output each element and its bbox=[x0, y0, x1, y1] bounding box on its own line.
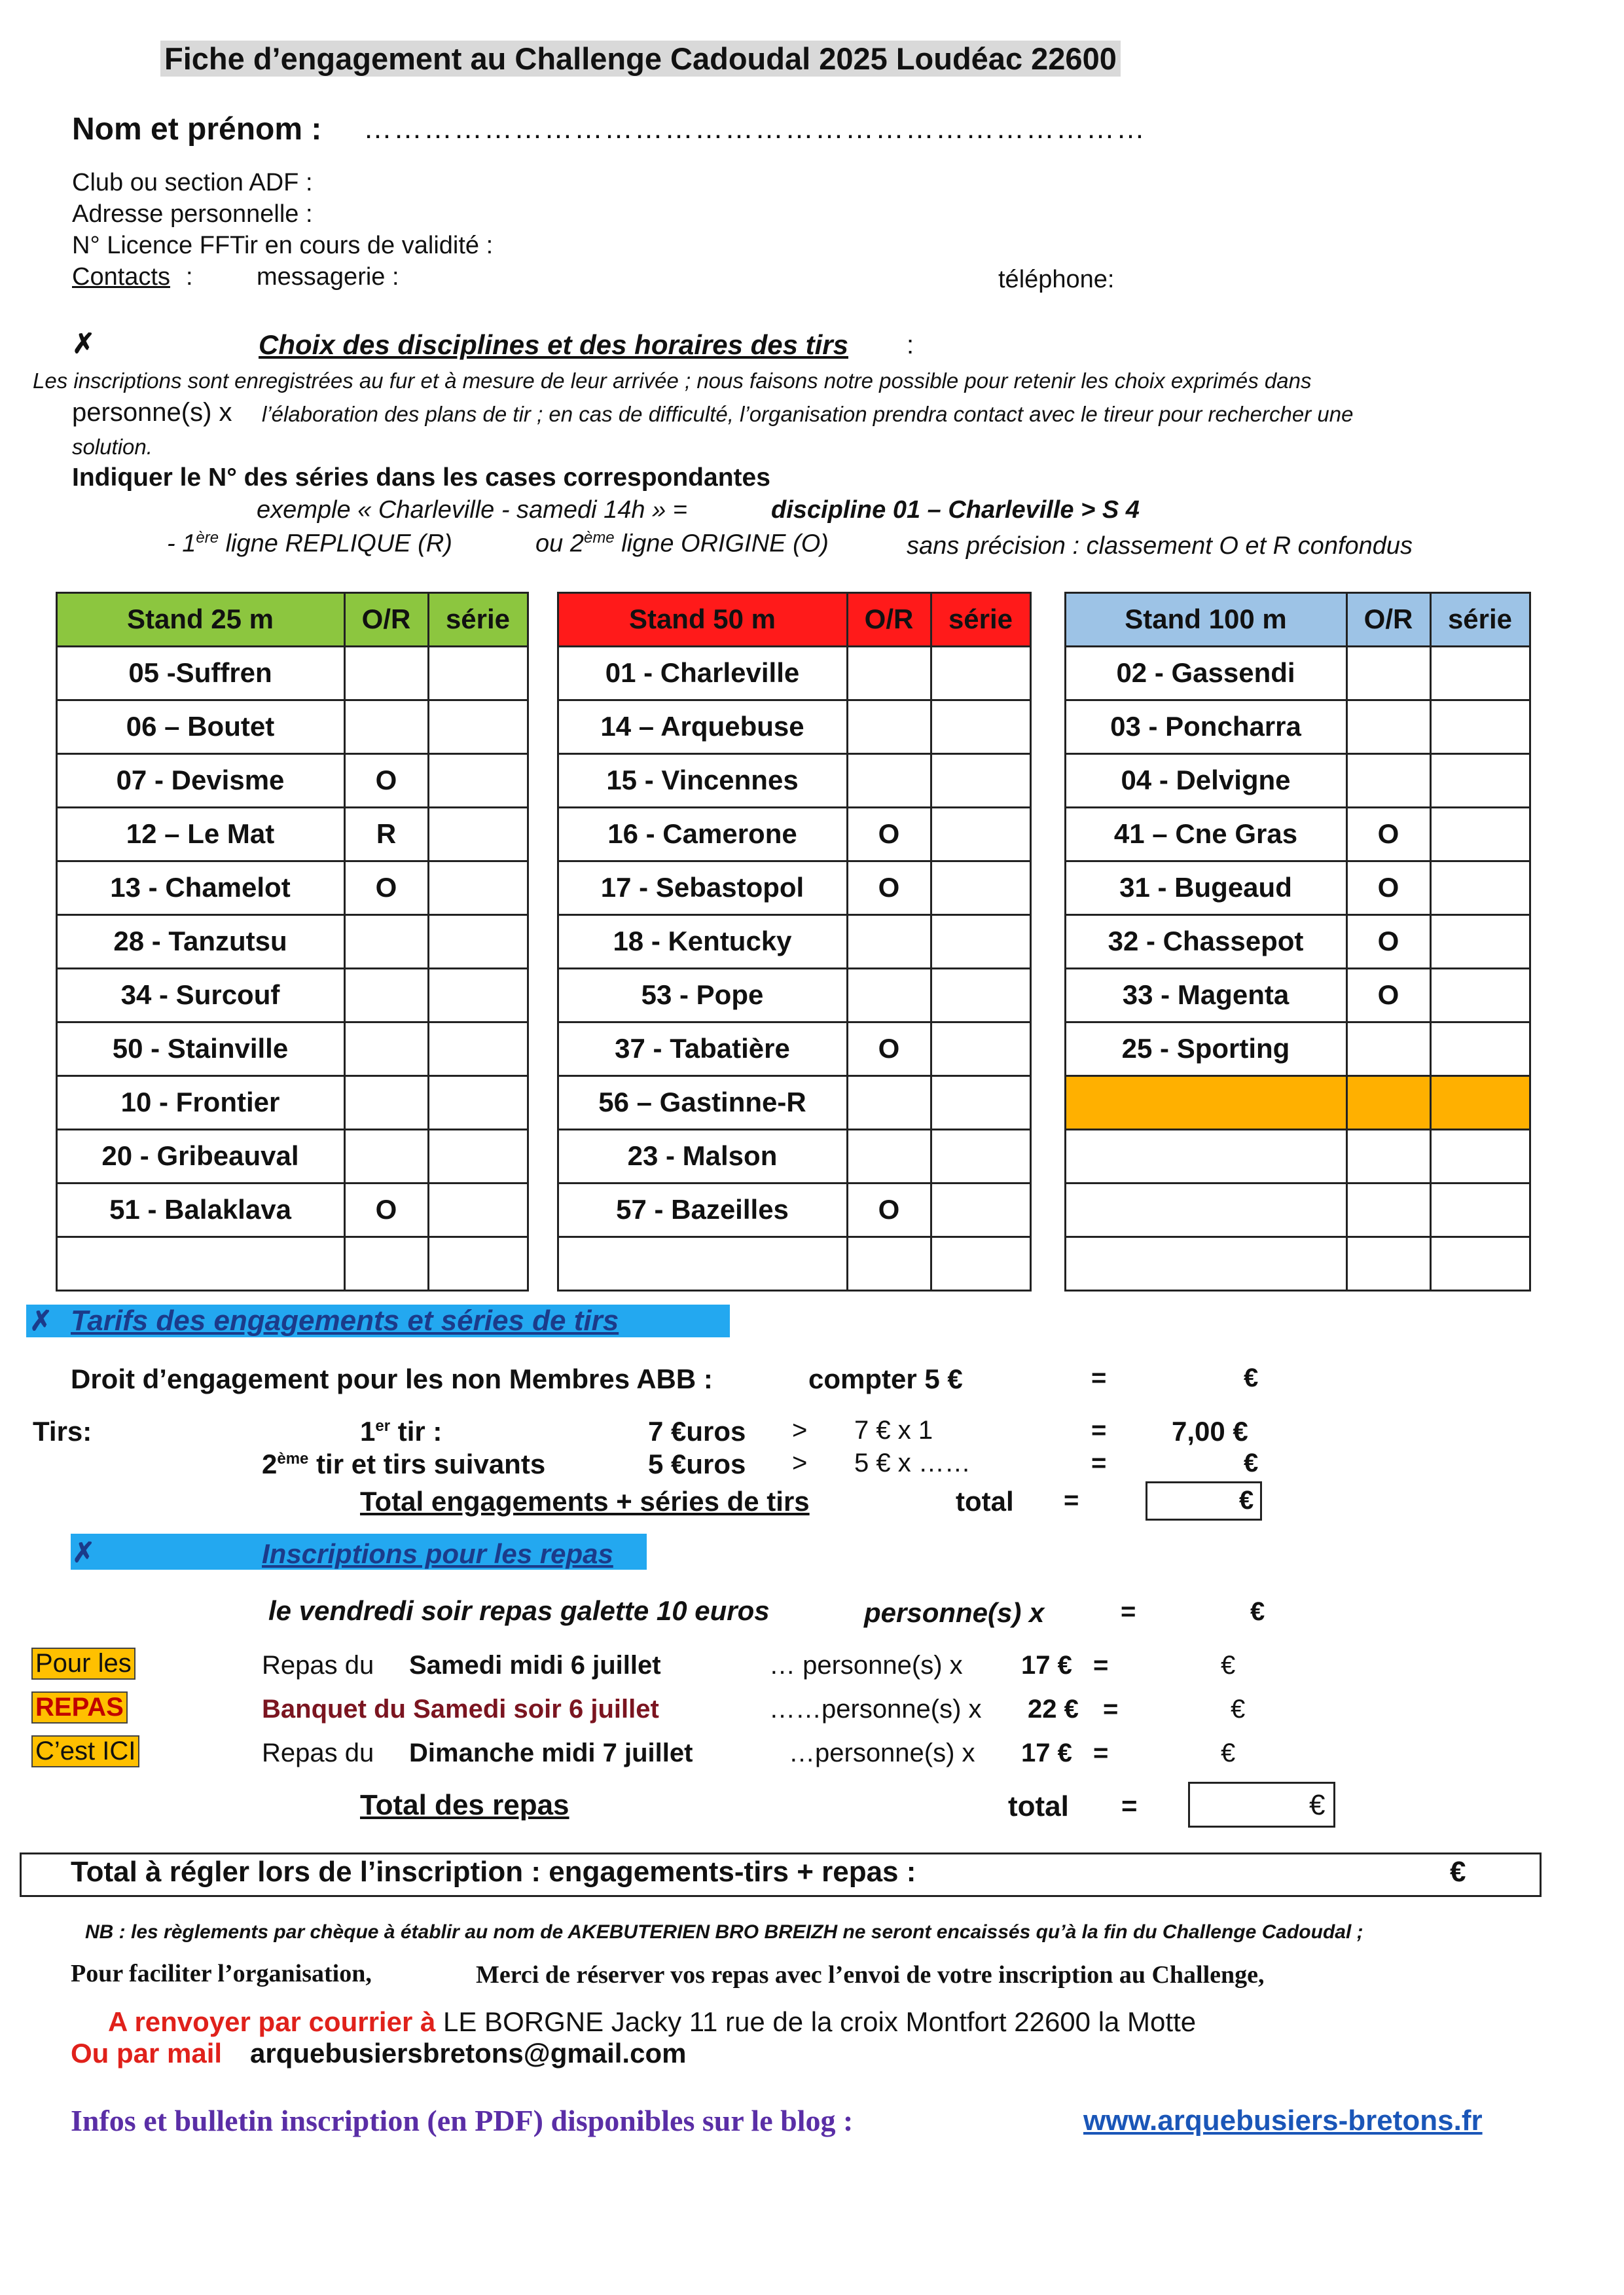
indiquer-text: Indiquer le N° des séries dans les cases correspondantes bbox=[72, 463, 770, 492]
tarifs-total-eq: = bbox=[1064, 1486, 1079, 1515]
discipline-cell: 28 - Tanzutsu bbox=[56, 914, 346, 969]
vendredi-pers: personne(s) x bbox=[864, 1597, 1045, 1628]
discipline-cell bbox=[1064, 1182, 1348, 1238]
serie-cell[interactable] bbox=[930, 699, 1032, 755]
or-cell[interactable] bbox=[1346, 1182, 1432, 1238]
tirs-label: Tirs: bbox=[33, 1416, 92, 1447]
discipline-cell: 37 - Tabatière bbox=[557, 1021, 848, 1077]
nom-label: Nom et prénom : bbox=[72, 112, 322, 147]
droit-compter: compter 5 € bbox=[808, 1364, 963, 1394]
discipline-cell bbox=[56, 1236, 346, 1292]
tir1-calc: 7 € x 1 bbox=[854, 1416, 933, 1445]
discipline-cell: 05 -Suffren bbox=[56, 645, 346, 701]
discipline-cell: 20 - Gribeauval bbox=[56, 1129, 346, 1184]
r2-eq: = bbox=[1103, 1695, 1119, 1724]
serie-cell[interactable] bbox=[427, 1129, 529, 1184]
serie-cell[interactable] bbox=[1430, 860, 1531, 916]
grand-total-label: Total à régler lors de l’inscription : engagements-tirs + repas : bbox=[71, 1856, 916, 1888]
or-cell[interactable] bbox=[846, 645, 932, 701]
repas-heading: Inscriptions pour les repas bbox=[262, 1538, 613, 1569]
discipline-cell bbox=[1064, 1129, 1348, 1184]
r2-pers: ……personne(s) x bbox=[769, 1695, 982, 1724]
discipline-cell: 06 – Boutet bbox=[56, 699, 346, 755]
serie-cell[interactable] bbox=[930, 967, 1032, 1023]
serie-cell[interactable] bbox=[427, 645, 529, 701]
stand-50m-table bbox=[558, 592, 1030, 1290]
or-cell[interactable] bbox=[344, 1075, 429, 1130]
or-cell[interactable]: O bbox=[344, 860, 429, 916]
serie-cell[interactable] bbox=[427, 1236, 529, 1292]
serie-cell[interactable] bbox=[427, 967, 529, 1023]
messagerie-label: messagerie : bbox=[257, 263, 399, 291]
tarifs-total-euro: € bbox=[1239, 1486, 1254, 1515]
tir2-label: 2ème tir et tirs suivants bbox=[262, 1449, 546, 1479]
serie-cell[interactable] bbox=[930, 914, 1032, 969]
vendredi-label: le vendredi soir repas galette 10 euros bbox=[268, 1595, 770, 1626]
or-cell[interactable]: O bbox=[1346, 806, 1432, 862]
choix-mark-icon: ✗ bbox=[72, 328, 96, 359]
discipline-cell: 04 - Delvigne bbox=[1064, 753, 1348, 808]
discipline-cell: 41 – Cne Gras bbox=[1064, 806, 1348, 862]
serie-cell[interactable] bbox=[427, 806, 529, 862]
r1-label: Repas du bbox=[262, 1651, 374, 1680]
serie-header: série bbox=[427, 592, 529, 647]
or-header: O/R bbox=[846, 592, 932, 647]
or-cell[interactable] bbox=[1346, 753, 1432, 808]
choix-note-line2b: l’élaboration des plans de tir ; en cas de difficulté, l’organisation prendra contact avec le tireur pour rechercher une bbox=[262, 402, 1354, 426]
or-cell[interactable] bbox=[846, 1129, 932, 1184]
tarifs-total-word: total bbox=[956, 1486, 1014, 1517]
r2-label: Banquet du Samedi soir 6 juillet bbox=[262, 1695, 659, 1724]
or-cell[interactable]: R bbox=[344, 806, 429, 862]
tir2-price: 5 €uros bbox=[648, 1449, 746, 1479]
discipline-cell: 57 - Bazeilles bbox=[557, 1182, 848, 1238]
serie-cell[interactable] bbox=[930, 1075, 1032, 1130]
serie-cell[interactable] bbox=[1430, 806, 1531, 862]
vendredi-eq: = bbox=[1121, 1597, 1136, 1626]
or-cell[interactable] bbox=[846, 1236, 932, 1292]
r3-label: Repas du bbox=[262, 1739, 374, 1767]
stand-100m-table bbox=[1065, 592, 1530, 1290]
nb-note: NB : les règlements par chèque à établir au nom de AKEBUTERIEN BRO BREIZH ne seront encaissés qu’à la fin du Challenge Cadoudal ; bbox=[85, 1921, 1363, 1943]
tir1-total: 7,00 € bbox=[1172, 1416, 1248, 1447]
tarifs-heading: Tarifs des engagements et séries de tirs bbox=[71, 1305, 619, 1337]
discipline-cell bbox=[1064, 1075, 1348, 1130]
or-cell[interactable] bbox=[1346, 1075, 1432, 1130]
page-title: Fiche d’engagement au Challenge Cadoudal 2025 Loudéac 22600 bbox=[160, 41, 1121, 77]
tir1-eq: = bbox=[1091, 1416, 1107, 1445]
discipline-cell: 10 - Frontier bbox=[56, 1075, 346, 1130]
discipline-cell: 32 - Chassepot bbox=[1064, 914, 1348, 969]
discipline-cell: 34 - Surcouf bbox=[56, 967, 346, 1023]
r2-price: 22 € bbox=[1028, 1695, 1079, 1724]
r2-euro: € bbox=[1231, 1695, 1246, 1724]
discipline-cell: 31 - Bugeaud bbox=[1064, 860, 1348, 916]
exemple-text: exemple « Charleville - samedi 14h » = bbox=[257, 496, 687, 524]
r3-price: 17 € bbox=[1021, 1739, 1072, 1767]
serie-cell[interactable] bbox=[1430, 914, 1531, 969]
serie-cell[interactable] bbox=[427, 860, 529, 916]
or-cell[interactable] bbox=[344, 1129, 429, 1184]
renvoyer-line: A renvoyer par courrier à LE BORGNE Jacky 11 rue de la croix Montfort 22600 la Motte bbox=[108, 2006, 1197, 2037]
repas-mark-icon: ✗ bbox=[72, 1537, 96, 1568]
r1-euro: € bbox=[1221, 1651, 1236, 1680]
grand-total-euro: € bbox=[1450, 1856, 1466, 1888]
discipline-cell bbox=[557, 1236, 848, 1292]
vendredi-euro: € bbox=[1250, 1597, 1265, 1626]
r3-pers: …personne(s) x bbox=[789, 1739, 975, 1767]
or-cell[interactable] bbox=[344, 645, 429, 701]
serie-header: série bbox=[930, 592, 1032, 647]
repas-total-label: Total des repas bbox=[360, 1789, 569, 1821]
adresse-label: Adresse personnelle : bbox=[72, 200, 313, 228]
choix-heading: Choix des disciplines et des horaires des tirs bbox=[259, 329, 848, 360]
ligne-sans-precision: sans précision : classement O et R confondus bbox=[907, 532, 1413, 560]
discipline-cell: 02 - Gassendi bbox=[1064, 645, 1348, 701]
serie-cell[interactable] bbox=[1430, 645, 1531, 701]
or-header: O/R bbox=[1346, 592, 1432, 647]
stand-header: Stand 25 m bbox=[56, 592, 346, 647]
serie-cell[interactable] bbox=[930, 1236, 1032, 1292]
serie-cell[interactable] bbox=[1430, 753, 1531, 808]
discipline-cell bbox=[1064, 1236, 1348, 1292]
contacts-label: Contacts bbox=[72, 263, 170, 291]
or-cell[interactable]: O bbox=[344, 753, 429, 808]
tir2-gt: > bbox=[792, 1449, 808, 1477]
serie-cell[interactable] bbox=[1430, 1021, 1531, 1077]
serie-cell[interactable] bbox=[930, 806, 1032, 862]
or-cell[interactable] bbox=[344, 967, 429, 1023]
or-cell[interactable]: O bbox=[1346, 967, 1432, 1023]
repas-total-eq: = bbox=[1121, 1790, 1138, 1821]
r3-date: Dimanche midi 7 juillet bbox=[409, 1739, 693, 1767]
discipline-cell: 25 - Sporting bbox=[1064, 1021, 1348, 1077]
or-cell[interactable] bbox=[344, 1021, 429, 1077]
discipline-cell: 23 - Malson bbox=[557, 1129, 848, 1184]
or-cell[interactable] bbox=[846, 914, 932, 969]
exemple-discipline: discipline 01 – Charleville > S 4 bbox=[771, 496, 1140, 524]
stand-25m-table bbox=[56, 592, 528, 1290]
discipline-cell: 01 - Charleville bbox=[557, 645, 848, 701]
serie-cell[interactable] bbox=[427, 914, 529, 969]
blog-link[interactable]: www.arquebusiers-bretons.fr bbox=[1083, 2105, 1483, 2137]
stand-header: Stand 50 m bbox=[557, 592, 848, 647]
choix-heading-colon: : bbox=[907, 331, 914, 359]
choix-note-line1: Les inscriptions sont enregistrées au fur et à mesure de leur arrivée ; nous faisons notre possible pour retenir les choix exprimés dans bbox=[33, 369, 1312, 393]
club-label: Club ou section ADF : bbox=[72, 169, 313, 196]
or-cell[interactable] bbox=[1346, 645, 1432, 701]
or-cell[interactable] bbox=[344, 914, 429, 969]
discipline-cell: 18 - Kentucky bbox=[557, 914, 848, 969]
r1-date: Samedi midi 6 juillet bbox=[409, 1651, 661, 1680]
ligne-origine: ou 2ème ligne ORIGINE (O) bbox=[535, 529, 829, 558]
serie-cell[interactable] bbox=[1430, 1129, 1531, 1184]
discipline-cell: 03 - Poncharra bbox=[1064, 699, 1348, 755]
or-cell[interactable] bbox=[846, 1075, 932, 1130]
or-cell[interactable]: O bbox=[846, 860, 932, 916]
tir2-euro: € bbox=[1244, 1449, 1259, 1477]
repas-tag-ici: C’est ICI bbox=[31, 1735, 139, 1767]
or-cell[interactable]: O bbox=[1346, 860, 1432, 916]
serie-cell[interactable] bbox=[930, 860, 1032, 916]
or-cell[interactable] bbox=[344, 1236, 429, 1292]
or-cell[interactable] bbox=[344, 699, 429, 755]
or-cell[interactable] bbox=[846, 753, 932, 808]
stand-header: Stand 100 m bbox=[1064, 592, 1348, 647]
discipline-cell: 51 - Balaklava bbox=[56, 1182, 346, 1238]
infos-text: Infos et bulletin inscription (en PDF) disponibles sur le blog : bbox=[71, 2104, 854, 2137]
serie-header: série bbox=[1430, 592, 1531, 647]
merci-text: Merci de réserver vos repas avec l’envoi de votre inscription au Challenge, bbox=[476, 1961, 1265, 1989]
discipline-cell: 14 – Arquebuse bbox=[557, 699, 848, 755]
discipline-cell: 17 - Sebastopol bbox=[557, 860, 848, 916]
repas-total-euro: € bbox=[1309, 1789, 1326, 1821]
or-cell[interactable] bbox=[1346, 1236, 1432, 1292]
repas-total-word: total bbox=[1008, 1790, 1069, 1822]
droit-euro: € bbox=[1244, 1364, 1259, 1392]
or-cell[interactable] bbox=[1346, 1021, 1432, 1077]
serie-cell[interactable] bbox=[930, 1129, 1032, 1184]
r1-price: 17 € bbox=[1021, 1651, 1072, 1680]
or-cell[interactable] bbox=[846, 967, 932, 1023]
serie-cell[interactable] bbox=[1430, 699, 1531, 755]
or-cell[interactable] bbox=[1346, 699, 1432, 755]
or-cell[interactable]: O bbox=[846, 1021, 932, 1077]
choix-note-line2a: personne(s) x bbox=[72, 398, 232, 427]
serie-cell[interactable] bbox=[427, 753, 529, 808]
discipline-cell: 16 - Camerone bbox=[557, 806, 848, 862]
tarifs-mark-icon: ✗ bbox=[29, 1305, 53, 1336]
droit-label: Droit d’engagement pour les non Membres ABB : bbox=[71, 1364, 713, 1394]
discipline-cell: 07 - Devisme bbox=[56, 753, 346, 808]
serie-cell[interactable] bbox=[1430, 1075, 1531, 1130]
r3-euro: € bbox=[1221, 1739, 1236, 1767]
serie-cell[interactable] bbox=[930, 645, 1032, 701]
licence-label: N° Licence FFTir en cours de validité : bbox=[72, 232, 494, 259]
or-cell[interactable]: O bbox=[344, 1182, 429, 1238]
nom-field[interactable]: …………………………………………………………………… bbox=[363, 113, 1146, 145]
r1-eq: = bbox=[1093, 1651, 1109, 1680]
or-cell[interactable]: O bbox=[846, 806, 932, 862]
faciliter-text: Pour faciliter l’organisation, bbox=[71, 1960, 372, 1987]
r3-eq: = bbox=[1093, 1739, 1109, 1767]
serie-cell[interactable] bbox=[1430, 1236, 1531, 1292]
or-cell[interactable] bbox=[1346, 1129, 1432, 1184]
discipline-cell: 33 - Magenta bbox=[1064, 967, 1348, 1023]
or-header: O/R bbox=[344, 592, 429, 647]
or-cell[interactable] bbox=[846, 699, 932, 755]
serie-cell[interactable] bbox=[1430, 1182, 1531, 1238]
telephone-label: téléphone: bbox=[998, 266, 1115, 293]
tir2-eq: = bbox=[1091, 1449, 1107, 1477]
droit-eq: = bbox=[1091, 1364, 1107, 1392]
tir1-gt: > bbox=[792, 1416, 808, 1445]
choix-note-line3: solution. bbox=[72, 435, 153, 459]
tir1-label: 1er tir : bbox=[360, 1416, 442, 1447]
discipline-cell: 13 - Chamelot bbox=[56, 860, 346, 916]
serie-cell[interactable] bbox=[427, 699, 529, 755]
discipline-cell: 53 - Pope bbox=[557, 967, 848, 1023]
r1-pers: … personne(s) x bbox=[769, 1651, 963, 1680]
discipline-cell: 56 – Gastinne-R bbox=[557, 1075, 848, 1130]
mail-address[interactable]: arquebusiersbretons@gmail.com bbox=[250, 2038, 687, 2069]
ligne-replique: - 1ère ligne REPLIQUE (R) bbox=[167, 529, 452, 558]
serie-cell[interactable] bbox=[427, 1182, 529, 1238]
serie-cell[interactable] bbox=[1430, 967, 1531, 1023]
serie-cell[interactable] bbox=[427, 1075, 529, 1130]
tir2-calc: 5 € x …… bbox=[854, 1449, 971, 1477]
serie-cell[interactable] bbox=[930, 1021, 1032, 1077]
tir1-price: 7 €uros bbox=[648, 1416, 746, 1447]
discipline-cell: 12 – Le Mat bbox=[56, 806, 346, 862]
tarifs-total-label: Total engagements + séries de tirs bbox=[360, 1486, 810, 1517]
contacts-colon: : bbox=[186, 263, 193, 291]
mail-label: Ou par mail bbox=[71, 2038, 223, 2069]
discipline-cell: 50 - Stainville bbox=[56, 1021, 346, 1077]
serie-cell[interactable] bbox=[930, 1182, 1032, 1238]
repas-tag-repas: REPAS bbox=[31, 1691, 128, 1724]
serie-cell[interactable] bbox=[427, 1021, 529, 1077]
or-cell[interactable]: O bbox=[1346, 914, 1432, 969]
serie-cell[interactable] bbox=[930, 753, 1032, 808]
repas-tag-pour: Pour les bbox=[31, 1648, 135, 1680]
discipline-cell: 15 - Vincennes bbox=[557, 753, 848, 808]
or-cell[interactable]: O bbox=[846, 1182, 932, 1238]
